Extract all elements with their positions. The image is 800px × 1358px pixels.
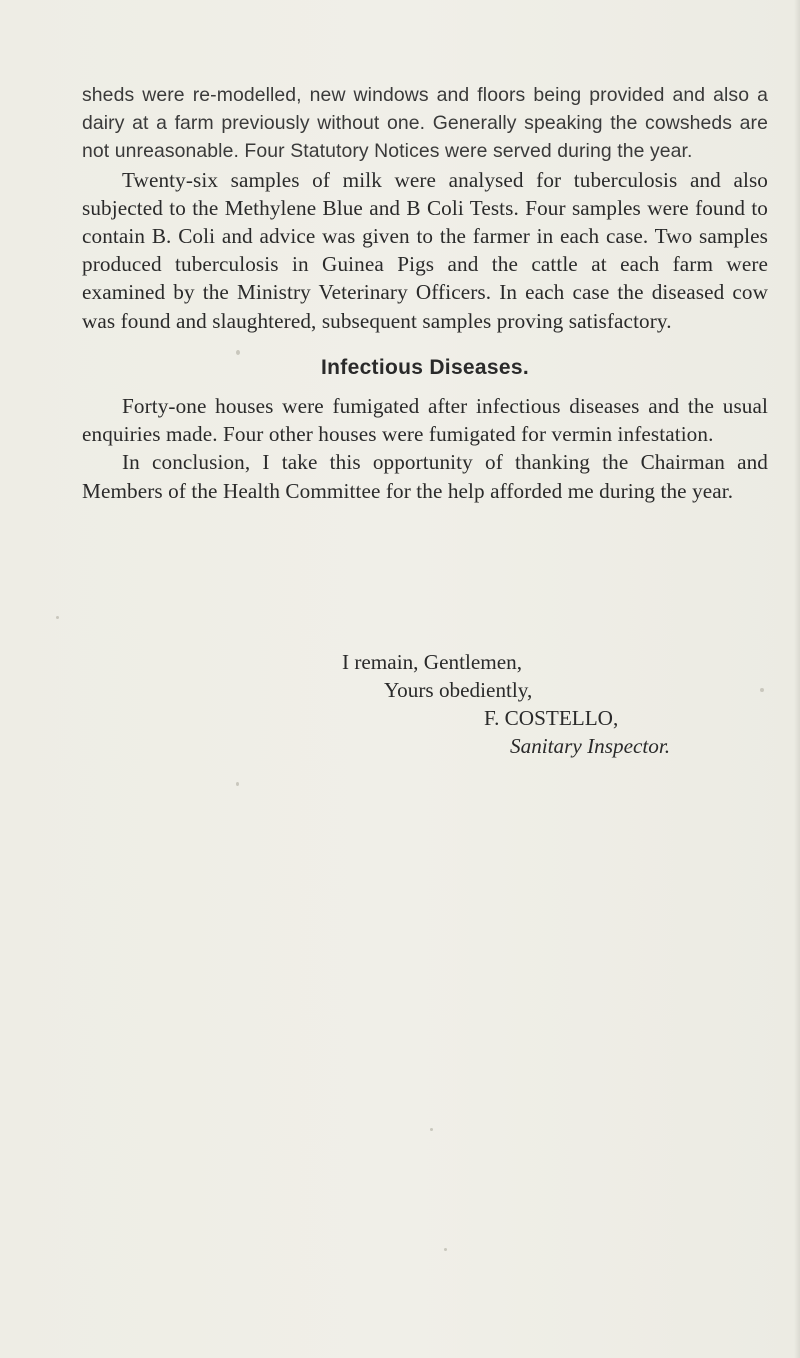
paper-speck: [236, 350, 240, 355]
paper-speck: [430, 1128, 433, 1131]
paper-speck: [760, 688, 764, 692]
paper-speck: [236, 782, 239, 786]
paragraph-conclusion: In conclusion, I take this opportunity of thanking the Chairman and Members of the Health Committee for the help afforded me during the year.: [82, 450, 768, 503]
valediction-line: Yours obediently,: [384, 678, 533, 702]
signatory-title: Sanitary Inspector.: [510, 734, 671, 758]
report-text: [82, 81, 768, 505]
paragraph-milk-samples: Twenty-six samples of milk were analysed for tuberculosis and also subjected to the Methylene Blue and B Coli Tests. Four samples were found to contain B. Coli and advice was given to the farmer in each case. Two samples produced tuberculosis in Guinea Pigs and the cattle at each farm were examined by the Ministry Veterinary Officers. In each case the diseased cow was found and slaughtered, subsequent samples proving satisfactory.: [82, 167, 768, 333]
paragraph-cowsheds: sheds were re-modelled, new windows and floors being provided and also a dairy at a farm previously without one. Generally speaking the cowsheds are not unreasonable. Four Statutory Notices were served during the year.: [82, 84, 768, 163]
signatory-name: F. COSTELLO,: [484, 706, 619, 730]
paragraph-fumigation: Forty-one houses were fumigated after infectious diseases and the usual enquiries made. Four other houses were fumigated for vermin infestation.: [82, 394, 768, 447]
page-edge-shadow: [794, 0, 800, 1358]
section-heading-infectious-diseases: Infectious Diseases.: [321, 355, 529, 379]
paper-speck: [444, 1248, 447, 1251]
closing-line: I remain, Gentlemen,: [342, 650, 523, 674]
paper-speck: [56, 616, 59, 619]
